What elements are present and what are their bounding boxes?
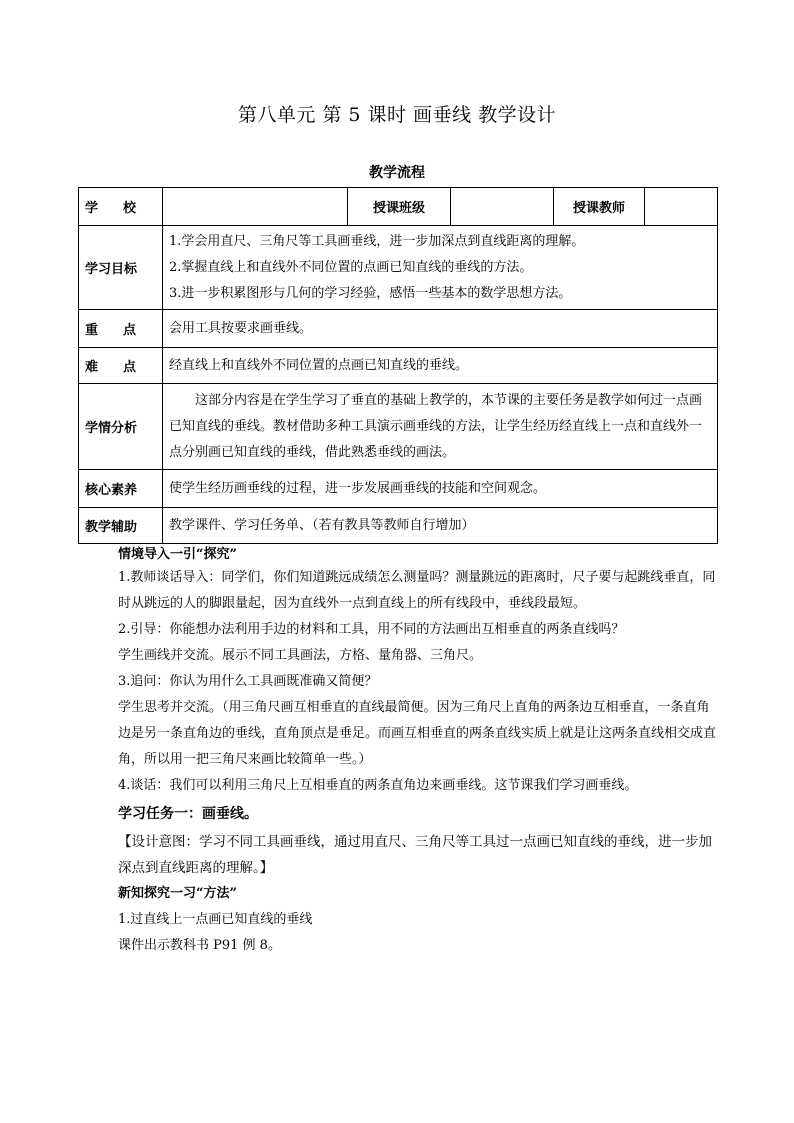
paragraph: 4.谈话：我们可以利用三角尺上互相垂直的两条直角边来画垂线。这节课我们学习画垂线。: [118, 778, 638, 793]
table-row: [79, 226, 718, 310]
table-row: [79, 348, 718, 384]
row-label: 学习目标: [79, 226, 163, 310]
core-literacy-text: 使学生经历画垂线的过程，进一步发展画垂线的技能和空间观念。: [169, 480, 547, 496]
teacher-value: [645, 188, 718, 226]
paragraph: 学生画线并交流。展示不同工具画法，方格、量角器、三角尺。: [118, 648, 483, 663]
paragraph: 3.追问：你认为用什么工具画既准确又简便？: [118, 674, 378, 689]
section-heading-new: 新知探究一习“方法”: [118, 886, 237, 901]
task-heading: 学习任务一：画垂线。: [118, 806, 258, 822]
teacher-label: 授课教师: [554, 188, 645, 226]
teaching-aids-cell: [163, 508, 718, 544]
row-label: 重 点: [79, 310, 163, 348]
objectives-cell: [163, 226, 718, 310]
key-point-cell: [163, 310, 718, 348]
paragraph: 学生思考并交流。（用三角尺画互相垂直的直线最简便。因为三角尺上直角的两条边互相垂直，一条直角边是另一条直角边的垂线，直角顶点是垂足。而画互相垂直的两条直线实质上就是让这两条直线相交成直角，所以用一把三角尺来画比较简单一些。）: [118, 700, 717, 767]
section-heading-intro: 情境导入一引“探究”: [118, 547, 237, 562]
school-label: 学 校: [79, 188, 163, 226]
paragraph: 1.教师谈话导入：同学们，你们知道跳远成绩怎么测量吗？测量跳远的距离时，尺子要与起跳线垂直，同时从跳远的人的脚跟量起，因为直线外一点到直线上的所有线段中，垂线段最短。: [118, 570, 716, 611]
table-row: [79, 470, 718, 508]
lesson-body: [118, 545, 718, 959]
paragraph: 1.过直线上一点画已知直线的垂线: [118, 912, 313, 927]
row-label: 学情分析: [79, 384, 163, 470]
table-row: [79, 188, 718, 226]
difficulty-text: 经直线上和直线外不同位置的点画已知直线的垂线。: [169, 357, 469, 373]
teaching-aids-text: 教学课件、学习任务单、（若有教具等教师自行增加）: [169, 517, 475, 533]
table-row: [79, 384, 718, 470]
objective-line: 3.进一步积累图形与几何的学习经验，感悟一些基本的数学思想方法。: [169, 285, 572, 301]
objective-line: 1.学会用直尺、三角尺等工具画垂线，进一步加深点到直线距离的理解。: [169, 233, 585, 249]
document-title: 第八单元 第 5 课时 画垂线 教学设计: [237, 104, 557, 126]
row-label: 核心素养: [79, 470, 163, 508]
school-value: [163, 188, 348, 226]
analysis-text: 这部分内容是在学生学习了垂直的基础上教学的，本节课的主要任务是教学如何过一点画已知直线的垂线。教材借助多种工具演示画垂线的方法，让学生经历经直线上一点和直线外一点分别画已知直线的垂线，借此熟悉垂线的画法。: [169, 392, 703, 460]
analysis-cell: [163, 384, 718, 470]
table-row: [79, 310, 718, 348]
table-row: [79, 508, 718, 544]
class-value: [451, 188, 554, 226]
difficulty-cell: [163, 348, 718, 384]
objective-line: 2.掌握直线上和直线外不同位置的点画已知直线的垂线的方法。: [169, 259, 533, 275]
class-label: 授课班级: [348, 188, 451, 226]
row-label: 教学辅助: [79, 508, 163, 544]
core-literacy-cell: [163, 470, 718, 508]
paragraph: 课件出示教科书 P91 例 8。: [118, 938, 281, 953]
paragraph: 2.引导：你能想办法利用手边的材料和工具，用不同的方法画出互相垂直的两条直线吗？: [118, 622, 625, 637]
key-point-text: 会用工具按要求画垂线。: [169, 320, 313, 336]
lesson-info-table: [78, 187, 718, 544]
section-heading: 教学流程: [369, 165, 425, 181]
design-intent: 【设计意图：学习不同工具画垂线，通过用直尺、三角尺等工具过一点画已知直线的垂线，进一步加深点到直线距离的理解。】: [118, 834, 712, 876]
row-label: 难 点: [79, 348, 163, 384]
